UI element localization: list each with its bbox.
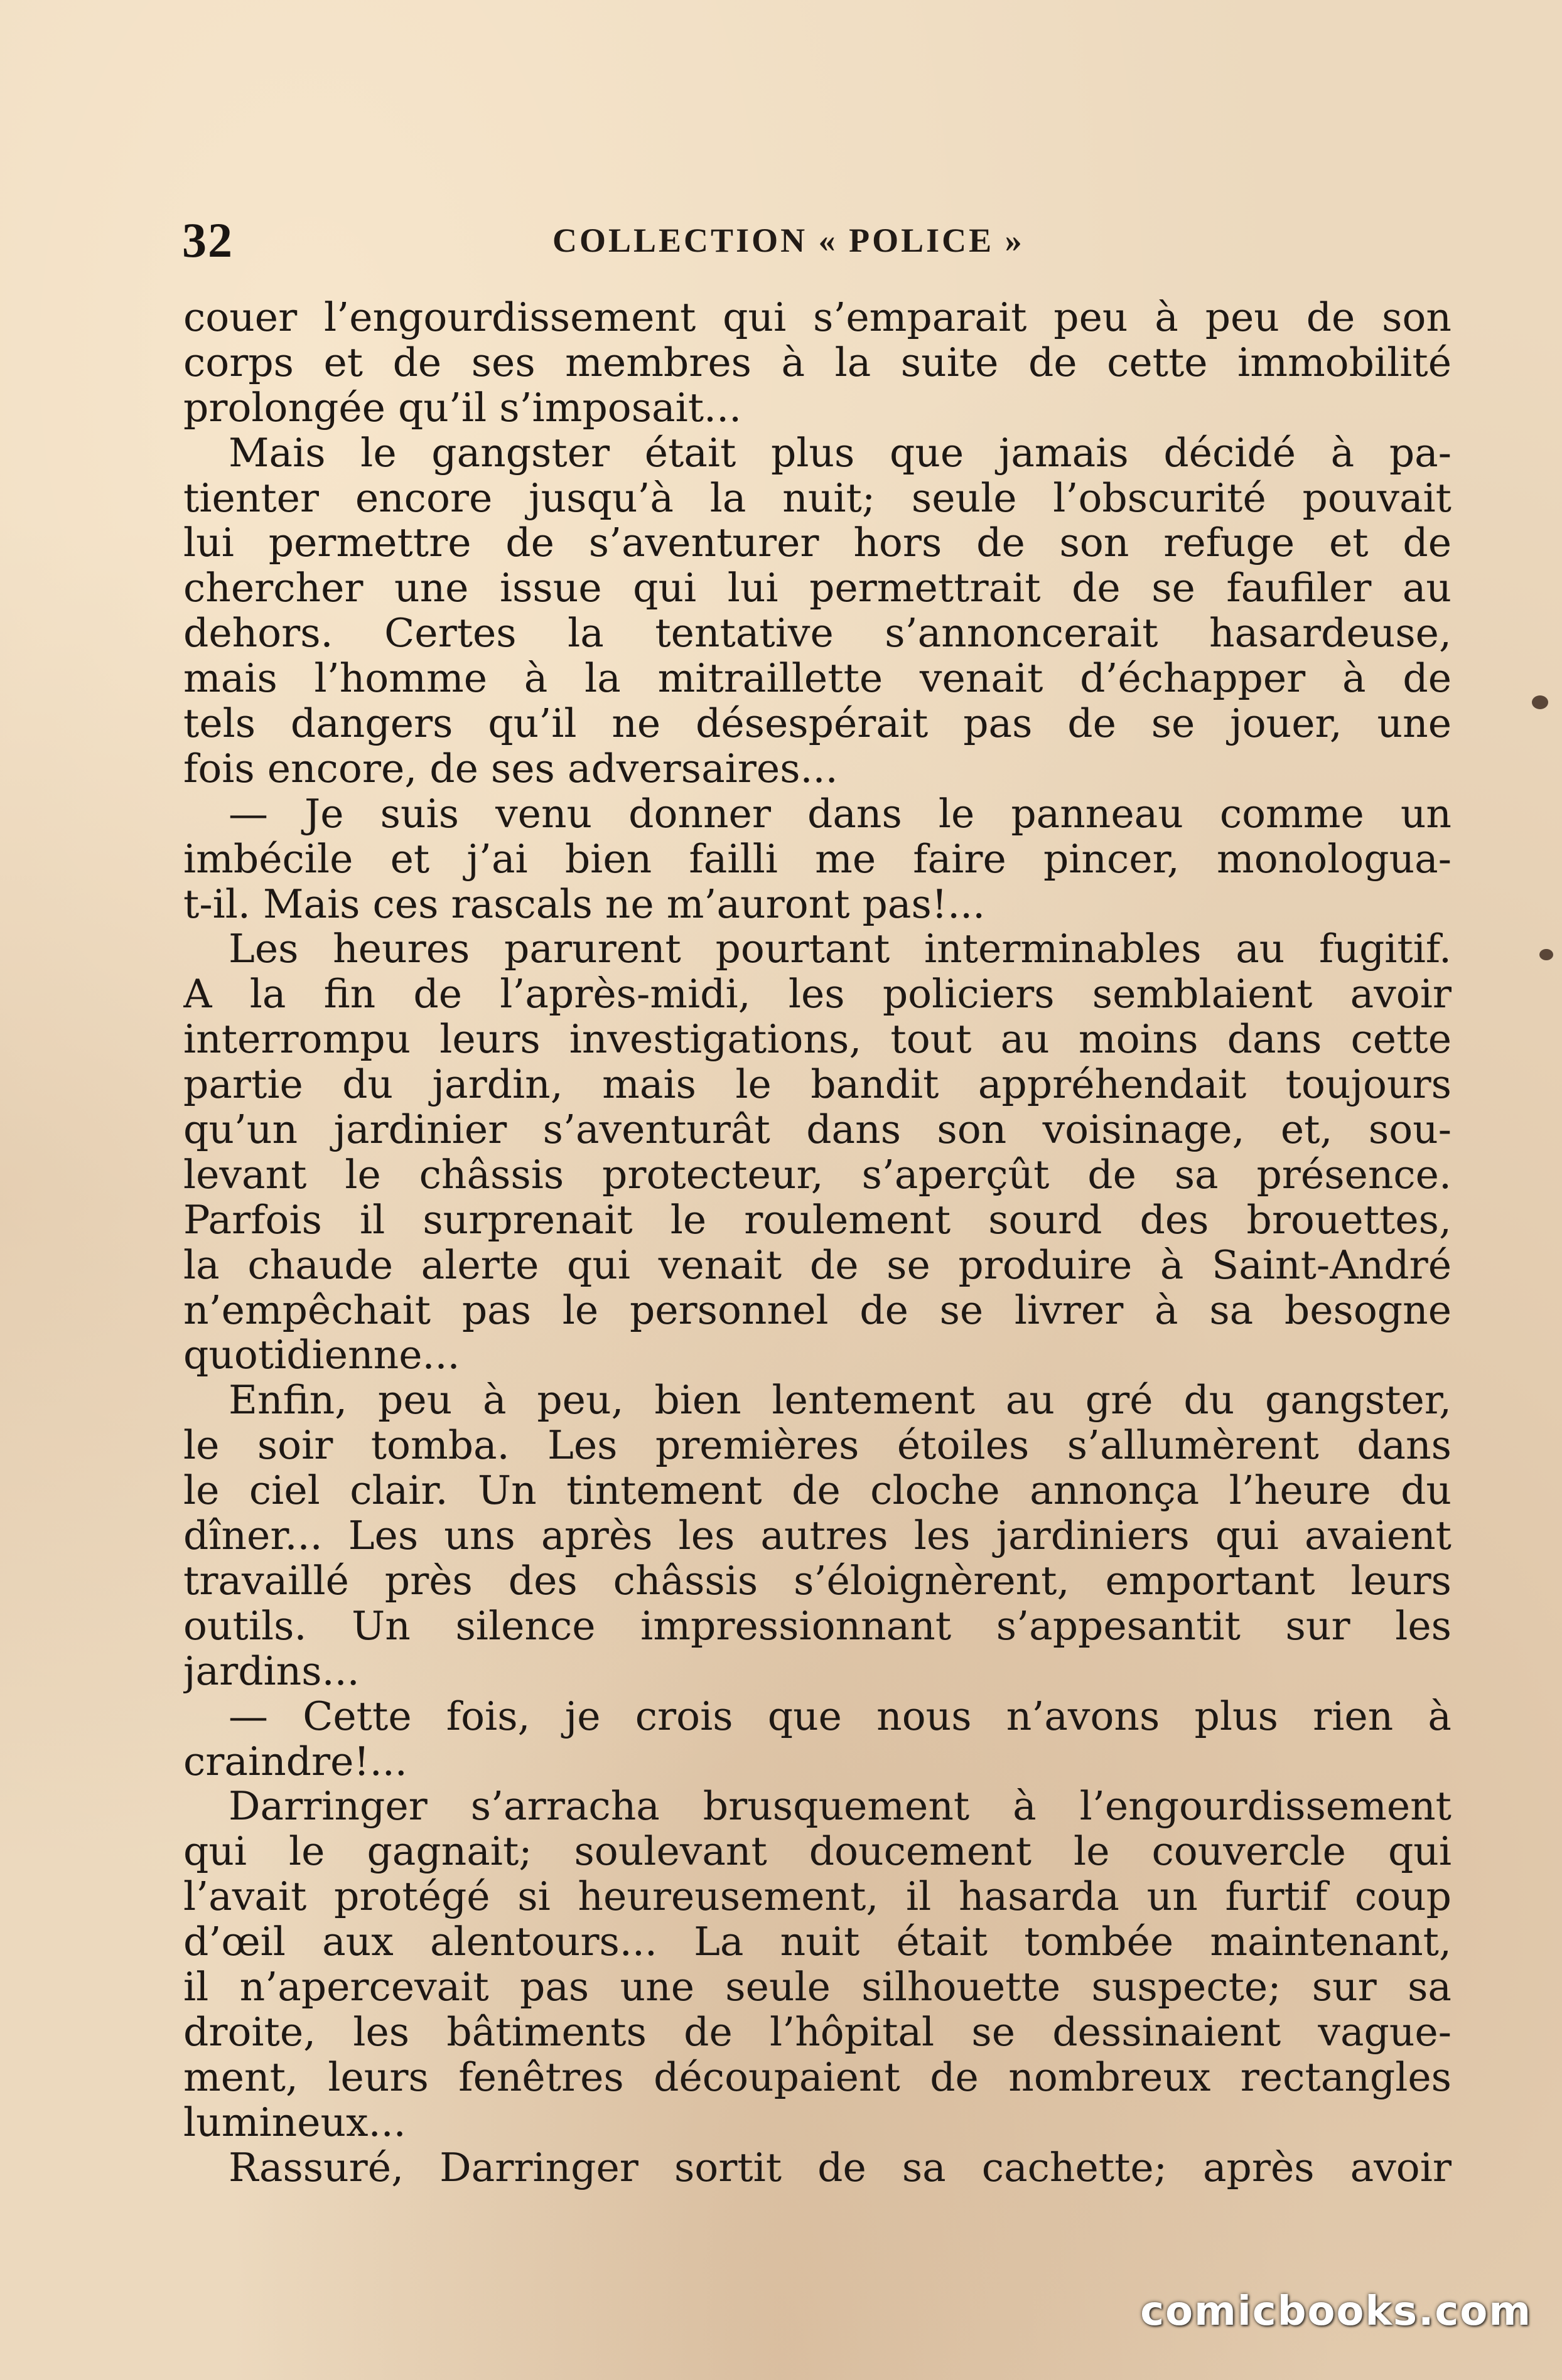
text-line: l’avait protégé si heureusement, il hasarda un furtif coup bbox=[183, 1874, 1452, 1920]
text-line: lui permettre de s’aventurer hors de son refuge et de bbox=[183, 520, 1452, 566]
text-line: outils. Un silence impressionnant s’appesantit sur les bbox=[183, 1603, 1452, 1649]
text-line: corps et de ses membres à la suite de cette immobilité bbox=[183, 340, 1452, 385]
ink-spot bbox=[1539, 949, 1553, 960]
text-line: — Cette fois, je crois que nous n’avons plus rien à bbox=[229, 1693, 1452, 1739]
text-line: Mais le gangster était plus que jamais décidé à pa- bbox=[229, 430, 1452, 476]
text-line: Enfin, peu à peu, bien lentement au gré du gangster, bbox=[229, 1378, 1452, 1423]
text-line: n’empêchait pas le personnel de se livrer à sa besogne bbox=[183, 1287, 1452, 1333]
text-line: Les heures parurent pourtant interminables au fugitif. bbox=[229, 926, 1452, 972]
text-line: la chaude alerte qui venait de se produire à Saint-André bbox=[183, 1242, 1452, 1288]
text-line: travaillé près des châssis s’éloignèrent, emportant leurs bbox=[183, 1558, 1452, 1604]
text-line: lumineux... bbox=[183, 2099, 406, 2145]
text-line: quotidienne... bbox=[183, 1332, 460, 1378]
text-line: Darringer s’arracha brusquement à l’engourdissement bbox=[229, 1784, 1452, 1830]
text-line: Rassuré, Darringer sortit de sa cachette; après avoir bbox=[229, 2145, 1452, 2190]
text-line: interrompu leurs investigations, tout au moins dans cette bbox=[183, 1017, 1452, 1063]
text-line: tienter encore jusqu’à la nuit; seule l’obscurité pouvait bbox=[183, 475, 1452, 521]
text-line: droite, les bâtiments de l’hôpital se dessinaient vague- bbox=[183, 2009, 1452, 2055]
watermark: comicbooks.com bbox=[1140, 2288, 1532, 2335]
text-line: qu’un jardinier s’aventurât dans son voisinage, et, sou- bbox=[183, 1107, 1452, 1152]
text-line: imbécile et j’ai bien failli me faire pincer, monologua- bbox=[183, 836, 1452, 882]
text-line: ment, leurs fenêtres découpaient de nombreux rectangles bbox=[183, 2054, 1452, 2100]
text-line: levant le châssis protecteur, s’aperçût de sa présence. bbox=[183, 1152, 1452, 1198]
running-head: COLLECTION « POLICE » bbox=[552, 222, 1025, 259]
text-line: t-il. Mais ces rascals ne m’auront pas!... bbox=[183, 881, 986, 927]
text-line: partie du jardin, mais le bandit appréhendait toujours bbox=[183, 1062, 1452, 1108]
text-line: tels dangers qu’il ne désespérait pas de se jouer, une bbox=[183, 701, 1452, 746]
ink-spot bbox=[1532, 695, 1548, 709]
text-line: prolongée qu’il s’imposait... bbox=[183, 385, 742, 431]
text-line: le ciel clair. Un tintement de cloche annonça l’heure du bbox=[183, 1468, 1452, 1514]
text-line: A la fin de l’après-midi, les policiers semblaient avoir bbox=[183, 972, 1452, 1017]
text-line: couer l’engourdissement qui s’emparait peu à peu de son bbox=[183, 295, 1452, 340]
text-line: mais l’homme à la mitraillette venait d’échapper à de bbox=[183, 656, 1452, 702]
text-line: d’œil aux alentours... La nuit était tombée maintenant, bbox=[183, 1919, 1452, 1965]
text-line: Parfois il surprenait le roulement sourd des brouettes, bbox=[183, 1197, 1452, 1243]
text-line: chercher une issue qui lui permettrait de se faufiler au bbox=[183, 566, 1452, 611]
text-line: jardins... bbox=[183, 1648, 360, 1694]
text-line: le soir tomba. Les premières étoiles s’allumèrent dans bbox=[183, 1423, 1452, 1469]
page-number: 32 bbox=[182, 213, 234, 267]
text-line: dehors. Certes la tentative s’annoncerait hasardeuse, bbox=[183, 611, 1452, 657]
text-line: — Je suis venu donner dans le panneau comme un bbox=[229, 791, 1452, 837]
body-text bbox=[183, 295, 1452, 2190]
text-line: il n’apercevait pas une seule silhouette suspecte; sur sa bbox=[183, 1964, 1452, 2010]
text-line: craindre!... bbox=[183, 1739, 407, 1784]
text-line: qui le gagnait; soulevant doucement le couvercle qui bbox=[183, 1829, 1452, 1875]
text-line: fois encore, de ses adversaires... bbox=[183, 746, 838, 791]
text-line: dîner... Les uns après les autres les jardiniers qui avaient bbox=[183, 1513, 1452, 1558]
